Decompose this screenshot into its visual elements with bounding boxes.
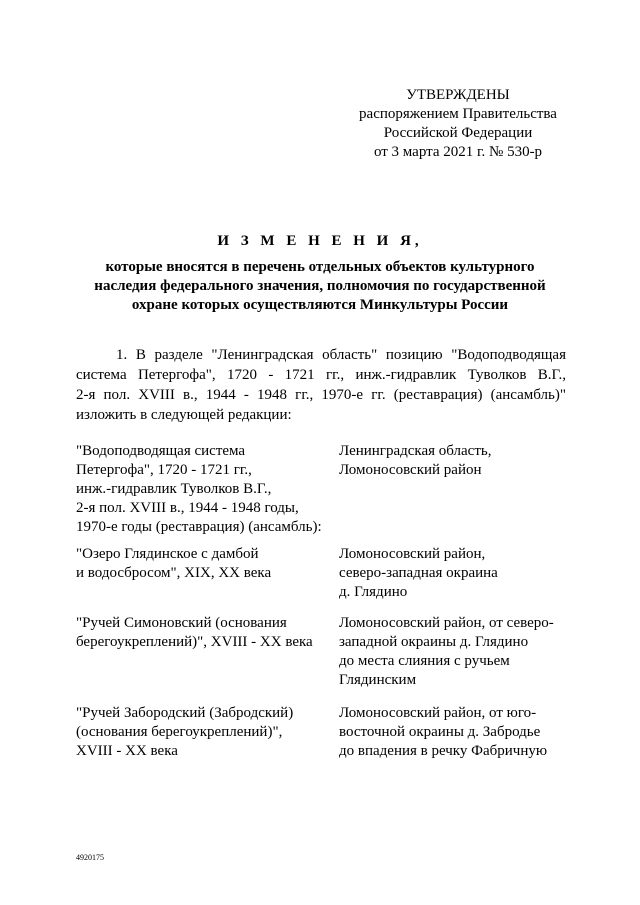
object-location-line: Глядинским [339, 672, 417, 688]
document-code: 4920175 [76, 853, 104, 862]
document-subtitle [70, 258, 570, 315]
object-location-line: Ленинградская область, [339, 443, 492, 459]
approval-authority-country: Российской Федерации [383, 125, 533, 141]
object-location-line: восточной окраины д. Забродье [339, 724, 541, 740]
object-location-line: Ломоносовский район, от северо- [339, 615, 554, 631]
object-name-line: Петергофа", 1720 - 1721 гг., [76, 462, 252, 478]
object-name-line: "Ручей Забородский (Забродский) [76, 705, 294, 721]
subtitle-line: охране которых осуществляются Минкультуры России [131, 297, 509, 313]
paragraph-line: 2-я пол. XVIII в., 1944 - 1948 гг., 1970-е гг. (реставрация) (ансамбль)" [76, 387, 566, 403]
approval-stamp [330, 86, 586, 162]
object-name-line: "Водоподводящая система [76, 443, 246, 459]
object-location-line: северо-западная окраина [339, 565, 498, 581]
approval-date-number: от 3 марта 2021 г. № 530-р [373, 144, 543, 160]
object-location-line: Ломоносовский район, [339, 546, 486, 562]
subtitle-line: наследия федерального значения, полномочия по государственной [94, 278, 546, 294]
object-name-line: (основания берегоукреплений)", [76, 724, 283, 740]
object-name [76, 545, 326, 583]
approval-authority: распоряжением Правительства [359, 106, 557, 122]
object-name-line: и водосбросом", XIX, XX века [76, 565, 272, 581]
object-name-line: инж.-гидравлик Туволков В.Г., [76, 481, 272, 497]
object-location [339, 704, 579, 761]
object-name-line: 2-я пол. XVIII в., 1944 - 1948 годы, [76, 500, 299, 516]
object-location-line: западной окраины д. Глядино [339, 634, 529, 650]
object-name-line: "Озеро Глядинское с дамбой [76, 546, 259, 562]
object-name [76, 442, 326, 537]
paragraph-line: 1. В разделе "Ленинградская область" позицию "Водоподводящая [116, 347, 566, 363]
object-location-line: Ломоносовский район [339, 462, 482, 478]
paragraph-line: система Петергофа", 1720 - 1721 гг., инж.-гидравлик Туволков В.Г., [76, 367, 566, 383]
document-title: И З М Е Н Е Н И Я, [217, 233, 423, 249]
amendment-paragraph [76, 345, 566, 425]
object-location-line: Ломоносовский район, от юго- [339, 705, 537, 721]
object-name-line: 1970-е годы (реставрация) (ансамбль): [76, 519, 322, 535]
paragraph-line: изложить в следующей редакции: [76, 407, 292, 423]
object-location-line: д. Глядино [339, 584, 408, 600]
object-location-line: до места слияния с ручьем [339, 653, 510, 669]
object-name-line: берегоукреплений)", XVIII - XX века [76, 634, 313, 650]
object-name-line: "Ручей Симоновский (основания [76, 615, 287, 631]
object-name [76, 704, 326, 761]
object-location [339, 614, 579, 690]
object-name [76, 614, 326, 652]
subtitle-line: которые вносятся в перечень отдельных объектов культурного [105, 259, 535, 275]
approval-heading: УТВЕРЖДЕНЫ [406, 87, 510, 103]
object-location-line: до впадения в речку Фабричную [339, 743, 548, 759]
object-location [339, 442, 579, 480]
object-location [339, 545, 579, 602]
object-name-line: XVIII - XX века [76, 743, 178, 759]
